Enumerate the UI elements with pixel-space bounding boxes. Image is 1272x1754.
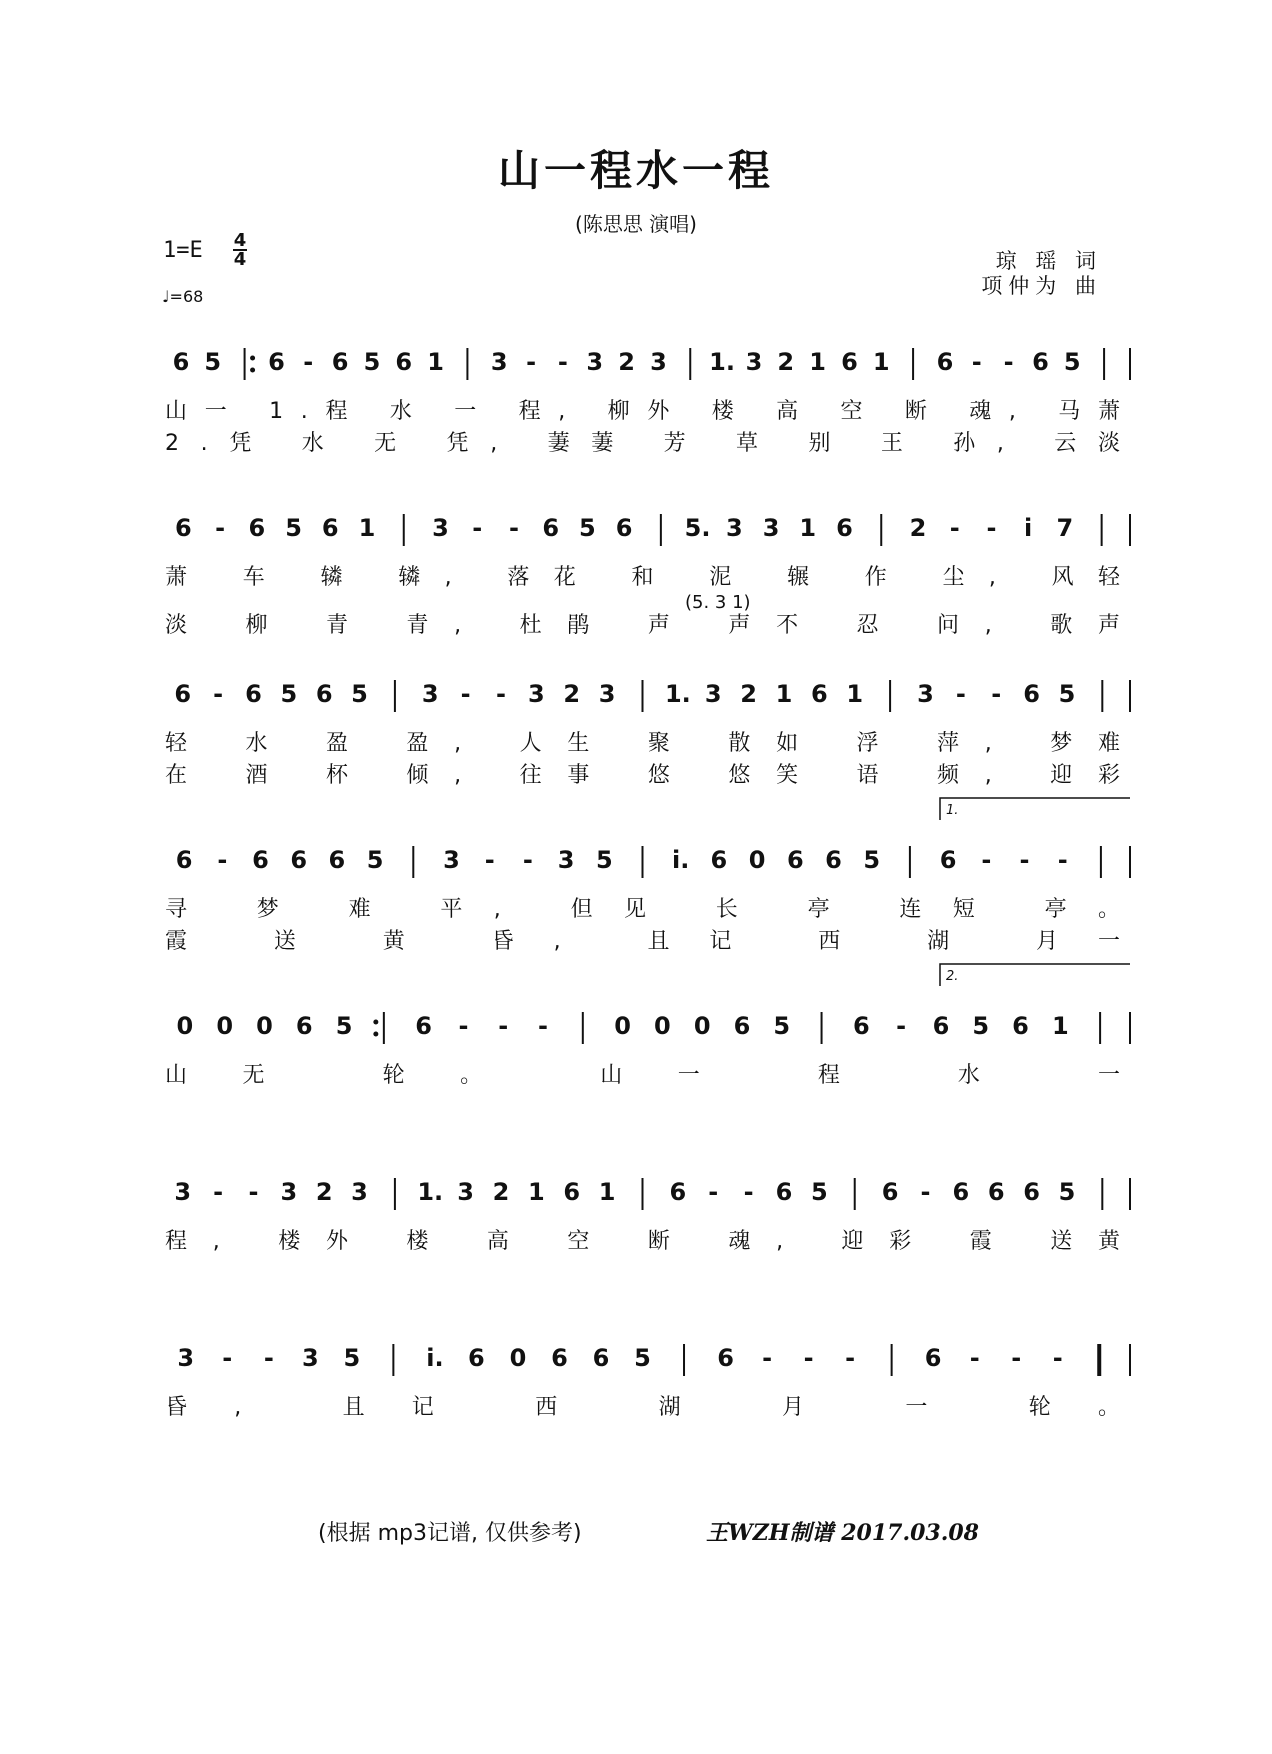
note: 0 bbox=[256, 1012, 273, 1040]
note: 6 bbox=[841, 348, 858, 376]
note: 5 bbox=[1063, 348, 1081, 376]
lyrics-verse-2: 在 酒 杯 倾, 往事 悠 悠笑 语 频, 迎彩 bbox=[165, 763, 1120, 788]
note: 5 bbox=[343, 1344, 361, 1372]
transcriber-signature: 王WZH制谱 2017.03.08 bbox=[706, 1520, 979, 1546]
note: 0 bbox=[509, 1344, 527, 1372]
note: 7 bbox=[1056, 514, 1074, 542]
note: 3 bbox=[598, 680, 616, 708]
note: - bbox=[484, 846, 495, 874]
lyrics-verse-1: 程, 楼外 楼 高 空 断 魂, 迎彩 霞 送黄 bbox=[165, 1229, 1120, 1254]
note: 5 bbox=[335, 1012, 353, 1040]
note: 2 bbox=[618, 348, 635, 376]
note: 1 bbox=[809, 348, 826, 376]
note: 3 bbox=[725, 514, 743, 542]
note: 3 bbox=[490, 348, 508, 376]
note: 5 bbox=[363, 348, 381, 376]
note: - bbox=[981, 846, 992, 874]
note: 6 bbox=[295, 1012, 313, 1040]
note: 2 bbox=[563, 680, 581, 708]
note: 5 bbox=[863, 846, 881, 874]
note: 6 bbox=[415, 1012, 432, 1040]
performer: (陈思思 演唱) bbox=[575, 212, 697, 236]
note: 6 bbox=[328, 846, 346, 874]
volta-bracket bbox=[940, 798, 1130, 820]
note: 6 bbox=[932, 1012, 950, 1040]
note: - bbox=[213, 1178, 224, 1206]
note: 1. bbox=[709, 348, 735, 376]
note: 6 bbox=[881, 1178, 899, 1206]
note: 6 bbox=[542, 514, 560, 542]
note: 3 bbox=[280, 1178, 298, 1206]
note: 3 bbox=[351, 1178, 368, 1206]
note: 6 bbox=[290, 846, 308, 874]
note: 6 bbox=[987, 1178, 1005, 1206]
lyrics-verse-1: 山无 轮。 山一 程 水 一 bbox=[165, 1063, 1120, 1088]
repeat-dot bbox=[373, 1032, 378, 1037]
note: - bbox=[743, 1178, 754, 1206]
note: - bbox=[248, 1178, 259, 1206]
note: 6 bbox=[717, 1344, 734, 1372]
note: 3 bbox=[528, 680, 545, 708]
note: - bbox=[508, 514, 519, 542]
note: 6 bbox=[733, 1012, 751, 1040]
note: i. bbox=[672, 846, 690, 874]
lyrics-verse-2: 2.凭 水 无 凭, 萋萋 芳 草 别 王 孙, 云淡 bbox=[165, 431, 1121, 456]
repeat-dot bbox=[373, 1020, 378, 1025]
note: 6 bbox=[252, 846, 269, 874]
note: 3 bbox=[301, 1344, 319, 1372]
note: 6 bbox=[939, 846, 957, 874]
note: 6 bbox=[551, 1344, 568, 1372]
note: - bbox=[458, 1012, 469, 1040]
note: 6 bbox=[174, 680, 192, 708]
note: 6 bbox=[592, 1344, 610, 1372]
tempo-marking: ♩=68 bbox=[162, 287, 204, 306]
note: 1 bbox=[872, 348, 890, 376]
note: 5 bbox=[634, 1344, 651, 1372]
note: 1 bbox=[799, 514, 817, 542]
note: - bbox=[460, 680, 471, 708]
note: 3 bbox=[432, 514, 449, 542]
note: - bbox=[955, 680, 966, 708]
time-signature-bottom: 4 bbox=[233, 249, 247, 270]
note: 2 bbox=[315, 1178, 333, 1206]
note: 6 bbox=[245, 680, 262, 708]
note: - bbox=[986, 514, 997, 542]
note: - bbox=[222, 1344, 233, 1372]
note: 5 bbox=[351, 680, 368, 708]
note: 6 bbox=[563, 1178, 581, 1206]
note: - bbox=[472, 514, 483, 542]
note: 2 bbox=[909, 514, 927, 542]
lyrics-verse-1: 寻 梦 难 平, 但见 长 亭 连短 亭。 bbox=[165, 897, 1120, 922]
note: 5 bbox=[285, 514, 302, 542]
key-signature: 1=E bbox=[163, 238, 203, 263]
note: 6 bbox=[468, 1344, 485, 1372]
note: 6 bbox=[395, 348, 413, 376]
repeat-dot bbox=[250, 356, 255, 361]
repeat-dot bbox=[250, 368, 255, 373]
note: 6 bbox=[315, 680, 333, 708]
volta-label: 1. bbox=[946, 803, 959, 818]
note: 1 bbox=[846, 680, 864, 708]
song-title: 山一程水一程 bbox=[497, 146, 774, 195]
note: 1. bbox=[417, 1178, 444, 1206]
note: - bbox=[969, 1344, 980, 1372]
note: - bbox=[949, 514, 960, 542]
note: - bbox=[557, 348, 568, 376]
note: 5 bbox=[972, 1012, 990, 1040]
note: - bbox=[991, 680, 1002, 708]
note: 3 bbox=[557, 846, 575, 874]
note: 5 bbox=[366, 846, 384, 874]
note: 3 bbox=[457, 1178, 474, 1206]
note: - bbox=[498, 1012, 509, 1040]
note: 5 bbox=[773, 1012, 791, 1040]
note: 1 bbox=[358, 514, 376, 542]
note: 3 bbox=[762, 514, 780, 542]
note: - bbox=[896, 1012, 907, 1040]
note: - bbox=[522, 846, 533, 874]
volta-bracket bbox=[940, 964, 1130, 986]
note: 6 bbox=[936, 348, 954, 376]
note: - bbox=[708, 1178, 719, 1206]
note: 3 bbox=[421, 680, 439, 708]
note: 6 bbox=[952, 1178, 970, 1206]
note: - bbox=[217, 846, 228, 874]
volta-label: 2. bbox=[946, 969, 959, 984]
note: 3 bbox=[443, 846, 460, 874]
note: 6 bbox=[172, 348, 190, 376]
note: 6 bbox=[1012, 1012, 1029, 1040]
note: 6 bbox=[248, 514, 266, 542]
note: 5 bbox=[280, 680, 298, 708]
note: i. bbox=[426, 1344, 444, 1372]
note: 0 bbox=[748, 846, 766, 874]
note: 0 bbox=[216, 1012, 234, 1040]
note: 6 bbox=[268, 348, 285, 376]
note: 6 bbox=[710, 846, 728, 874]
note: 1 bbox=[598, 1178, 616, 1206]
note: 3 bbox=[586, 348, 604, 376]
note: 1 bbox=[1051, 1012, 1069, 1040]
note: - bbox=[496, 680, 507, 708]
note: 6 bbox=[853, 1012, 870, 1040]
note: 5 bbox=[204, 348, 222, 376]
transcription-note: (根据 mp3记谱, 仅供参考) bbox=[318, 1521, 582, 1546]
note: 6 bbox=[615, 514, 633, 542]
time-signature-top: 4 bbox=[233, 230, 247, 251]
note: - bbox=[1057, 846, 1068, 874]
note: - bbox=[1019, 846, 1030, 874]
note: 0 bbox=[176, 1012, 194, 1040]
note: 6 bbox=[331, 348, 349, 376]
note: - bbox=[971, 348, 982, 376]
note: 5 bbox=[595, 846, 613, 874]
note: 6 bbox=[836, 514, 853, 542]
note: 6 bbox=[924, 1344, 942, 1372]
note: - bbox=[845, 1344, 856, 1372]
composer-credit: 项仲为 曲 bbox=[981, 274, 1102, 298]
note: - bbox=[1003, 348, 1014, 376]
lyrics-verse-2: 霞 送 黄 昏, 且记 西 湖 月一 bbox=[165, 929, 1120, 954]
note: 0 bbox=[654, 1012, 671, 1040]
note: 1 bbox=[528, 1178, 545, 1206]
note: 6 bbox=[321, 514, 339, 542]
note: - bbox=[215, 514, 226, 542]
note: 3 bbox=[917, 680, 934, 708]
note: 5 bbox=[811, 1178, 828, 1206]
note: - bbox=[920, 1178, 931, 1206]
lyrics-verse-1: 轻 水 盈 盈, 人生 聚 散如 浮 萍, 梦难 bbox=[165, 731, 1120, 756]
note: 2 bbox=[740, 680, 757, 708]
note: 6 bbox=[175, 514, 192, 542]
note: 1. bbox=[664, 680, 691, 708]
note: 0 bbox=[693, 1012, 711, 1040]
note: - bbox=[526, 348, 537, 376]
note: 6 bbox=[786, 846, 804, 874]
lyrics-variant: (5. 3 1) bbox=[685, 592, 751, 613]
note: 5 bbox=[1058, 680, 1076, 708]
note: 6 bbox=[1023, 680, 1040, 708]
note: 5 bbox=[1058, 1178, 1076, 1206]
lyricist-credit: 琼 瑶 词 bbox=[995, 249, 1102, 273]
note: 6 bbox=[175, 846, 193, 874]
note: 6 bbox=[775, 1178, 793, 1206]
note: - bbox=[1052, 1344, 1063, 1372]
note: 0 bbox=[614, 1012, 631, 1040]
note: 6 bbox=[669, 1178, 687, 1206]
note: 6 bbox=[1032, 348, 1049, 376]
note: - bbox=[803, 1344, 814, 1372]
note: - bbox=[1011, 1344, 1022, 1372]
note: - bbox=[762, 1344, 773, 1372]
note: 6 bbox=[811, 680, 828, 708]
lyrics-verse-1: 昏, 且记 西 湖 月 一 轮。 bbox=[165, 1395, 1120, 1420]
note: i bbox=[1024, 514, 1033, 542]
lyrics-verse-2: 淡 柳 青 青, 杜鹃 声 声不 忍 问, 歌声 bbox=[165, 613, 1120, 638]
note: 5 bbox=[579, 514, 596, 542]
note: 3 bbox=[177, 1344, 195, 1372]
note: 2 bbox=[492, 1178, 510, 1206]
note: - bbox=[263, 1344, 274, 1372]
note: 1 bbox=[775, 680, 793, 708]
note: 1 bbox=[427, 348, 444, 376]
note: - bbox=[303, 348, 314, 376]
note: 2 bbox=[777, 348, 795, 376]
note: 6 bbox=[1023, 1178, 1040, 1206]
note: 6 bbox=[825, 846, 842, 874]
note: 3 bbox=[745, 348, 763, 376]
note: 3 bbox=[650, 348, 667, 376]
note: 3 bbox=[704, 680, 722, 708]
note: 5. bbox=[684, 514, 711, 542]
lyrics-verse-1: 萧 车 辚 辚, 落花 和 泥 辗 作 尘, 风轻 bbox=[165, 565, 1120, 590]
note: - bbox=[538, 1012, 549, 1040]
note: - bbox=[213, 680, 224, 708]
note: 3 bbox=[174, 1178, 192, 1206]
lyrics-verse-1: 山一 1.程 水 一 程, 柳外 楼 高 空 断 魂, 马萧 bbox=[165, 399, 1121, 424]
